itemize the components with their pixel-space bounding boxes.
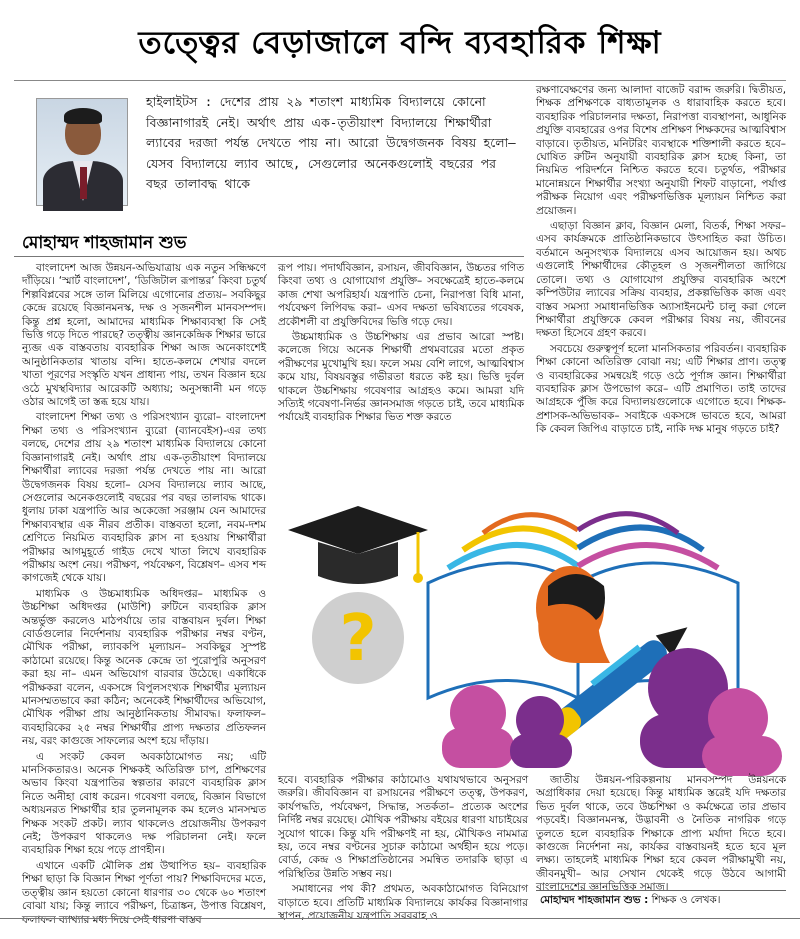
page-bottom-rule [0,918,800,919]
author-note [540,893,720,910]
author-note-name: মোহাম্মদ শাহজামান শুভ : [540,894,649,906]
author-note-divider [536,890,786,891]
article-column-3 [536,84,786,484]
paragraph: রূপ পায়। পদার্থবিজ্ঞান, রসায়ন, জীববিজ্ঞান, উচ্চতর গণিত কিংবা তথ্য ও যোগাযোগ প্রযুক্তি– সবক্ষেত্রেই হাতে-কলমে কাজ শেখা অপরিহার্য। যন্ত্রপাতি চেনা, নিরাপত্তা বিধি মানা, পর্যবেক্ষণ লিপিবদ্ধ করা– এসব দক্ষতা ভবিষ্যতের গবেষক, প্রকৌশলী বা প্রযুক্তিবিদের ভিত্তি গড়ে দেয়। [278,262,524,328]
svg-text:?: ? [339,602,377,676]
paragraph: এখানে একটি মৌলিক প্রশ্ন উত্থাপিত হয়– ব্যবহারিক শিক্ষা ছাড়া কি বিজ্ঞান শিক্ষা পূর্ণতা পায়? শিক্ষাবিদদের মতে, তত্ত্বীয় জ্ঞান হয়তো কোনো ধারণার ৩০ থেকে ৬০ শতাংশ বোঝা যায়; কিন্তু ল্যাবে পরীক্ষণ, চিত্রাঙ্কন, উপাত্ত বিশ্লেষণ, ফলাফল ব্যাখ্যার মধ্য দিয়ে সেই ধারণা বাস্তব [22,859,266,926]
graduation-cap-icon [288,506,428,584]
byline-divider [14,256,524,257]
paragraph: উচ্চমাধ্যমিক ও উচ্চশিক্ষায় এর প্রভাব আরো স্পষ্ট। কলেজে গিয়ে অনেক শিক্ষার্থী প্রথমবারের মতো প্রকৃত পরীক্ষণের মুখোমুখি হয়। ফলে সময় বেশি লাগে, আত্মবিশ্বাস কমে যায়, বিষয়বস্তুর গভীরতা ধরতে কষ্ট হয়। ভিত্তি দুর্বল থাকলে উচ্চশিক্ষায় গবেষণার আগ্রহও কমে। আমরা যদি সত্যিই গবেষণা-নির্ভর জ্ঞানসমাজ গড়তে চাই, তবে মাধ্যমিক পর্যায়েই ব্যবহারিক শিক্ষার ভিত শক্ত করতে [278,331,524,424]
article-column-3-bottom [536,774,786,894]
paragraph: সমাধানের পথ কী? প্রথমত, অবকাঠামোগত বিনিয়োগ বাড়াতে হবে। প্রতিটি মাধ্যমিক বিদ্যালয়ে কার্যকর বিজ্ঞানাগার স্থাপন, প্রয়োজনীয় যন্ত্রপাতি সরবরাহ ও [278,883,528,923]
headline: তত্ত্বের বেড়াজালে বন্দি ব্যবহারিক শিক্ষা [138,25,662,61]
paragraph: এ সংকট কেবল অবকাঠামোগত নয়; এটি মানসিকতারও। অনেক শিক্ষকই অতিরিক্ত চাপ, প্রশিক্ষণের অভাব কিংবা যন্ত্রপাতির স্বল্পতার কারণে ব্যবহারিক ক্লাস নিতে অনীহা বোধ করেন। গবেষণা বলছে, বিজ্ঞান বিভাগে অধ্যয়নরত শিক্ষার্থীর হার তুলনামূলক কম হলেও মানসম্মত শিক্ষক সংকট প্রকট। ল্যাব থাকলেও প্রয়োজনীয় উপকরণ নেই; উপকরণ থাকলেও দক্ষ পরিচালনা নেই। ফলে ব্যবহারিক শিক্ষা হয়ে পড়ে প্রাণহীন। [22,750,266,857]
article-illustration [278,488,786,768]
article-column-2 [278,262,524,482]
paragraph: সবচেয়ে গুরুত্বপূর্ণ হলো মানসিকতার পরিবর্তন। ব্যবহারিক শিক্ষা কোনো অতিরিক্ত বোঝা নয়; এটি শিক্ষার প্রাণ। তত্ত্ব ও ব্যবহারিকের সমন্বয়েই গড়ে ওঠে পূর্ণাঙ্গ জ্ঞান। শিক্ষার্থীরা ব্যবহারিক ক্লাস উপভোগ করে– এটি প্রমাণিত। তাই তাদের আগ্রহকে পুঁজি করে বিদ্যালয়গুলোকে এগোতে হবে। শিক্ষক-প্রশাসক-অভিভাবক– সবাইকে একসঙ্গে ভাবতে হবে, আমরা কি কেবল জিপিএ বাড়াতে চাই, নাকি দক্ষ মানুষ গড়তে চাই? [536,342,786,436]
paragraph: বাংলাদেশ আজ উন্নয়ন-অভিযাত্রায় এক নতুন সন্ধিক্ষণে দাঁড়িয়ে। ‘স্মার্ট বাংলাদেশ’, ‘ডিজিটাল রূপান্তর’ কিংবা চতুর্থ শিল্পবিপ্লবের সঙ্গে তাল মিলিয়ে এগোনোর প্রত্যয়– সবকিছুর কেন্দ্রে রয়েছে বিজ্ঞানমনস্ক, দক্ষ ও সৃজনশীল মানবসম্পদ। কিন্তু প্রশ্ন হলো, আমাদের মাধ্যমিক শিক্ষাব্যবস্থা কি সেই ভিত্তি গড়ে দিতে পারছে? তত্ত্বীয় জ্ঞানকেন্দ্রিক শিক্ষার ভারে ন্যুব্জ এক বাস্তবতায় ব্যবহারিক শিক্ষা আজ অনেকাংশেই আনুষ্ঠানিকতার খাতায় বন্দি। হাতে-কলমে শেখার বদলে খাতা পূরণের সংস্কৃতি যখন প্রাধান্য পায়, তখন বিজ্ঞান হয়ে ওঠে মুখস্থবিদ্যার আরেকটি অধ্যায়; অনুসন্ধানী মন গড়ে ওঠার আগেই তা স্তব্ধ হয়ে যায়। [22,262,266,409]
paragraph: মাধ্যমিক ও উচ্চমাধ্যমিক অধিদপ্তর– মাধ্যমিক ও উচ্চশিক্ষা অধিদপ্তর (মাউশি) রুটিনে ব্যবহারিক ক্লাস অন্তর্ভুক্ত করলেও মাঠপর্যায়ে তার বাস্তবায়ন দুর্বল। শিক্ষা বোর্ডগুলোর নির্দেশনায় ব্যবহারিক পরীক্ষার নম্বর বণ্টন, মৌখিক পরীক্ষা, ল্যাবকপি মূল্যায়ন– সবকিছুর সুস্পষ্ট কাঠামো রয়েছে। কিন্তু অনেক কেন্দ্রে তা পুরোপুরি অনুসরণ করা হয় না– এমন অভিযোগ বারবার উঠেছে। একাধিকে পরীক্ষকরা বলেন, একসঙ্গে বিপুলসংখ্যক শিক্ষার্থীর মূল্যায়ন মানসম্মতভাবে করা কঠিন; অনেকেই শিক্ষার্থীদের অভিযোগ, মৌখিক পরীক্ষা প্রায় আনুষ্ঠানিকতায় সীমাবদ্ধ। ফলাফল– ব্যবহারিকের ২৫ নম্বর শিক্ষার্থীর প্রাপ্য দক্ষতার প্রতিফলন নয়, বরং কাগুজে সাফল্যের অংশ হয়ে দাঁড়ায়। [22,587,266,748]
question-mark-icon [312,592,404,684]
paragraph: বাংলাদেশ শিক্ষা তথ্য ও পরিসংখ্যান ব্যুরো– বাংলাদেশ শিক্ষা তথ্য ও পরিসংখ্যান ব্যুরো (ব্যানবেইস)-এর তথ্য বলছে, দেশের প্রায় ২৯ শতাংশ মাধ্যমিক বিদ্যালয়ে কোনো বিজ্ঞানাগারই নেই। অর্থাৎ প্রায় এক-তৃতীয়াংশ বিদ্যালয়ে শিক্ষার্থীরা ল্যাবের দরজা পর্যন্ত দেখতে পায় না। আরো উদ্বেগজনক বিষয় হলো– যেসব বিদ্যালয়ে ল্যাব আছে, সেগুলোর অনেকগুলোই বছরের পর বছর তালাবদ্ধ থাকে। ধুলায় ঢাকা যন্ত্রপাতি আর অকেজো সরঞ্জাম যেন আমাদের শিক্ষাব্যবস্থার এক নীরব প্রতীক। বাস্তবতা হলো, নবম-দশম শ্রেণিতে নিয়মিত ব্যবহারিক ক্লাস না হওয়ায় শিক্ষার্থীরা পরীক্ষার আগমুহূর্তে গাইড দেখে খাতা লিখে ব্যবহারিক পরীক্ষায় অংশ নেয়। পরীক্ষণ, পর্যবেক্ষণ, বিশ্লেষণ– এসব শব্দ কাগজেই থেকে যায়। [22,411,266,585]
paragraph: জাতীয় উন্নয়ন-পরিকল্পনায় মানবসম্পদ উন্নয়নকে অগ্রাধিকার দেয়া হয়েছে। কিন্তু মাধ্যমিক স্তরেই যদি দক্ষতার ভিত দুর্বল থাকে, তবে উচ্চশিক্ষা ও কর্মক্ষেত্রে তার প্রভাব পড়বেই। বিজ্ঞানমনস্ক, উদ্ভাবনী ও নৈতিক নাগরিক গড়ে তুলতে হলে ব্যবহারিক শিক্ষাকে প্রাপ্য মর্যাদা দিতে হবে। কাগুজে নির্দেশনা নয়, কার্যকর বাস্তবায়নই হতে হবে মূল লক্ষ্য। তাহলেই মাধ্যমিক শিক্ষা হবে কেবল পরীক্ষামুখী নয়, জীবনমুখী– আর সেখান থেকেই গড়ে উঠবে আগামী বাংলাদেশের জ্ঞানভিত্তিক সমাজ। [536,774,786,894]
author-note-role: শিক্ষক ও লেখক। [651,894,721,906]
headline-divider [14,80,786,81]
paragraph: রক্ষণাবেক্ষণের জন্য আলাদা বাজেট বরাদ্দ জরুরি। দ্বিতীয়ত, শিক্ষক প্রশিক্ষণকে বাধ্যতামূলক ও ধারাবাহিক করতে হবে। ব্যবহারিক পরিচালনার দক্ষতা, নিরাপত্তা ব্যবস্থাপনা, আধুনিক প্রযুক্তি ব্যবহারের ওপর বিশেষ প্রশিক্ষণ শিক্ষকদের আত্মবিশ্বাস বাড়াবে। তৃতীয়ত, মনিটরিং ব্যবস্থাকে শক্তিশালী করতে হবে– ঘোষিত রুটিন অনুযায়ী ব্যবহারিক ক্লাস হচ্ছে কিনা, তা নিয়মিত পরিদর্শনে নিশ্চিত করতে হবে। চতুর্থত, পরীক্ষার মানোন্নয়নে শিক্ষার্থীর সংখ্যা অনুযায়ী শিফট বাড়ানো, পর্যাপ্ত পরীক্ষক নিয়োগ এবং পরীক্ষণভিত্তিক মূল্যায়ন নিশ্চিত করা প্রয়োজন। [536,84,786,217]
author-photo [36,98,128,206]
byline: মোহাম্মদ শাহজামান শুভ [22,233,187,253]
highlights-box: হাইলাইটস : দেশের প্রায় ২৯ শতাংশ মাধ্যমিক বিদ্যালয়ে কোনো বিজ্ঞানাগারই নেই। অর্থাৎ প্রায় এক-তৃতীয়াংশ বিদ্যালয়ে শিক্ষার্থীরা ল্যাবের দরজা পর্যন্ত দেখতে পায় না। আরো উদ্বেগজনক বিষয় হলো– যেসব বিদ্যালয়ে ল্যাব আছে, সেগুলোর অনেকগুলোই বছরের পর বছর তালাবদ্ধ থাকে [146,94,516,191]
paragraph: হবে। ব্যবহারিক পরীক্ষার কাঠামোও যথাযথভাবে অনুসরণ জরুরি। জীববিজ্ঞান বা রসায়নের পরীক্ষণে তত্ত্ব, উপকরণ, কার্যপদ্ধতি, পর্যবেক্ষণ, সিদ্ধান্ত, সতর্কতা– প্রত্যেক অংশের নির্দিষ্ট নম্বর রয়েছে। মৌখিক পরীক্ষায় বইয়ের ধারণা যাচাইয়ের সুযোগ থাকে। কিন্তু যদি পরীক্ষণই না হয়, মৌখিকও নামমাত্র হয়, তবে নম্বর বণ্টনের সুচারু কাঠামো অর্থহীন হয়ে পড়ে। বোর্ড, কেন্দ্র ও শিক্ষাপ্রতিষ্ঠানের সমন্বিত তদারকি ছাড়া এ পরিস্থিতির উন্নতি সম্ভব নয়। [278,774,528,880]
article-column-2-bottom [278,774,528,923]
article-column-1 [22,262,266,926]
paragraph: এছাড়া বিজ্ঞান ক্লাব, বিজ্ঞান মেলা, বিতর্ক, শিক্ষা সফর– এসব কার্যক্রমকে প্রাতিষ্ঠানিকভাবে উৎসাহিত করা উচিত। বর্তমানে অনুসংখ্যক বিদ্যালয়ে এসব আয়োজন হয়। অথচ এগুলোই শিক্ষার্থীদের কৌতূহল ও সৃজনশীলতা জাগিয়ে তোলে। তথ্য ও যোগাযোগ প্রযুক্তির ব্যবহারিক অংশে কম্পিউটার ল্যাবের সক্রিয় ব্যবহার, প্রকল্পভিত্তিক কাজ এবং বাস্তব সমস্যা সমাধানভিত্তিক অ্যাসাইনমেন্ট চালু করা গেলে শিক্ষার্থীরা প্রযুক্তিকে কেবল পরীক্ষার বিষয় নয়, জীবনের দক্ষতা হিসেবে গ্রহণ করবে। [536,220,786,340]
